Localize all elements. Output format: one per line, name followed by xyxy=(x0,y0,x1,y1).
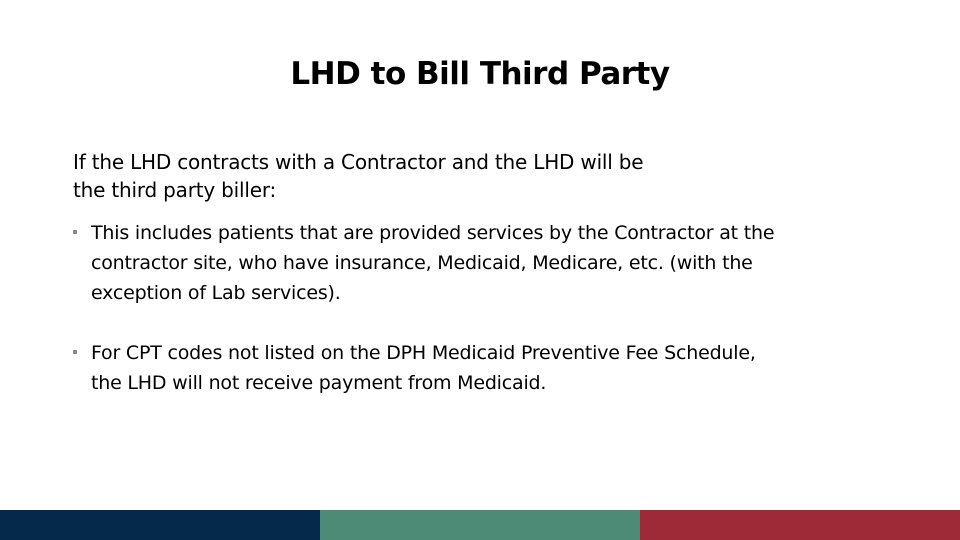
footer-segment-green xyxy=(320,510,640,540)
bullet-line: exception of Lab services). xyxy=(91,282,341,304)
bullet-list xyxy=(73,218,903,398)
footer-segment-navy xyxy=(0,510,320,540)
intro-text xyxy=(73,148,793,204)
footer-segment-red xyxy=(640,510,960,540)
bullet-line: the LHD will not receive payment from Medicaid. xyxy=(91,372,547,394)
bullet-item xyxy=(73,338,903,398)
bullet-line: This includes patients that are provided services by the Contractor at the xyxy=(91,222,775,244)
bullet-square-icon xyxy=(73,230,77,234)
slide-title: LHD to Bill Third Party xyxy=(290,56,670,92)
bullet-line: For CPT codes not listed on the DPH Medicaid Preventive Fee Schedule, xyxy=(91,342,756,364)
intro-line: If the LHD contracts with a Contractor and the LHD will be xyxy=(73,150,644,174)
bullet-line: contractor site, who have insurance, Medicaid, Medicare, etc. (with the xyxy=(91,252,753,274)
footer-color-bar xyxy=(0,510,960,540)
bullet-square-icon xyxy=(73,350,77,354)
bullet-item xyxy=(73,218,903,308)
intro-line: the third party biller: xyxy=(73,178,277,202)
